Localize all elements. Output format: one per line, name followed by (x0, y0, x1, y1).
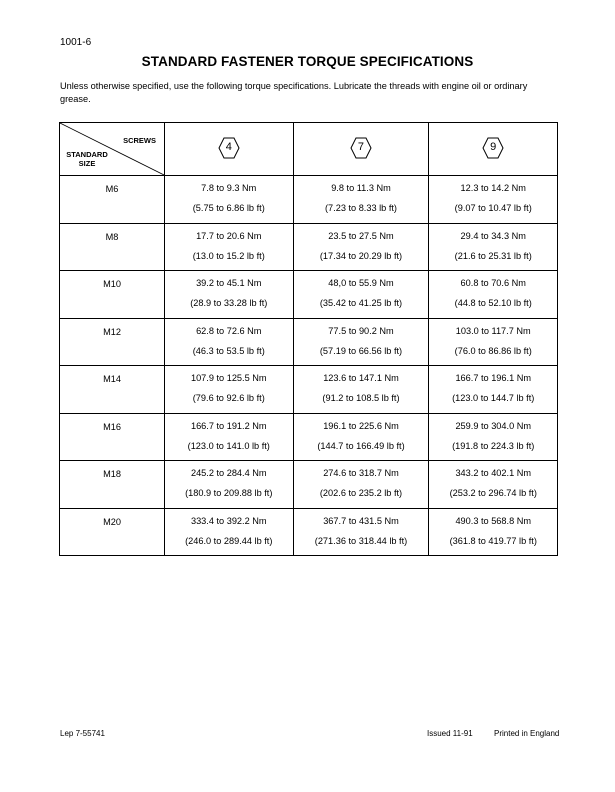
torque-cell (293, 271, 429, 319)
torque-cell (429, 223, 558, 271)
table-row (60, 318, 558, 366)
torque-lbft: (123.0 to 144.7 lb ft) (452, 393, 535, 404)
torque-nm: 39.2 to 45.1 Nm (196, 278, 262, 289)
torque-lbft: (28.9 to 33.28 lb ft) (190, 298, 268, 309)
torque-nm: 490.3 to 568.8 Nm (455, 515, 532, 526)
torque-cell (293, 318, 429, 366)
table-row (60, 461, 558, 509)
torque-lbft: (79.6 to 92.6 lb ft) (192, 393, 265, 404)
torque-lbft: (46.3 to 53.5 lb ft) (192, 345, 265, 356)
table-row (60, 508, 558, 556)
torque-nm: 62.8 to 72.6 Nm (196, 325, 262, 336)
torque-nm: 103.0 to 117.7 Nm (455, 325, 531, 336)
size-cell: M10 (60, 271, 165, 319)
torque-lbft: (5.75 to 6.86 lb ft) (192, 203, 265, 214)
torque-cell (293, 508, 429, 556)
torque-cell (429, 271, 558, 319)
torque-cell (429, 461, 558, 509)
torque-lbft: (17.34 to 20.29 lb ft) (319, 250, 403, 261)
torque-nm: 245.2 to 284.4 Nm (190, 468, 267, 479)
grade-header-9: 9 (429, 123, 558, 176)
torque-nm: 77.5 to 90.2 Nm (328, 325, 394, 336)
torque-lbft: (35.42 to 41.25 lb ft) (319, 298, 403, 309)
torque-lbft: (246.0 to 289.44 lb ft) (185, 535, 273, 546)
torque-nm: 367.7 to 431.5 Nm (323, 515, 399, 526)
torque-cell (429, 318, 558, 366)
table-row (60, 271, 558, 319)
torque-lbft: (57.19 to 66.56 lb ft) (319, 345, 403, 356)
torque-nm: 166.7 to 196.1 Nm (455, 373, 532, 384)
torque-cell (429, 176, 558, 224)
torque-lbft: (123.0 to 141.0 lb ft) (187, 440, 270, 451)
torque-cell (293, 461, 429, 509)
torque-nm: 12.3 to 14.2 Nm (460, 183, 526, 194)
torque-cell (165, 271, 294, 319)
page-number: 1001-6 (60, 37, 92, 48)
torque-lbft: (44.8 to 52.10 lb ft) (454, 298, 532, 309)
size-cell: M12 (60, 318, 165, 366)
torque-cell (293, 366, 429, 414)
size-cell: M16 (60, 413, 165, 461)
table-row (60, 176, 558, 224)
intro-paragraph: Unless otherwise specified, use the following torque specifications. Lubricate the threads with engine oil or ordinary grease. (60, 81, 528, 104)
torque-lbft: (7.23 to 8.33 lb ft) (324, 203, 397, 214)
torque-cell (165, 223, 294, 271)
torque-cell (165, 176, 294, 224)
torque-lbft: (144.7 to 166.49 lb ft) (317, 440, 405, 451)
grade-header-7: 7 (293, 123, 429, 176)
torque-cell (293, 176, 429, 224)
footer-lep: Lep 7-55741 (60, 729, 105, 738)
table-row (60, 366, 558, 414)
torque-lbft: (21.6 to 25.31 lb ft) (454, 250, 532, 261)
torque-cell (429, 366, 558, 414)
torque-lbft: (13.0 to 15.2 lb ft) (192, 250, 265, 261)
size-cell: M6 (60, 176, 165, 224)
torque-lbft: (91.2 to 108.5 lb ft) (322, 393, 400, 404)
torque-nm: 274.6 to 318.7 Nm (323, 468, 399, 479)
torque-nm: 196.1 to 225.6 Nm (323, 420, 399, 431)
torque-nm: 166.7 to 191.2 Nm (190, 420, 267, 431)
torque-lbft: (271.36 to 318.44 lb ft) (314, 535, 408, 546)
torque-lbft: (253.2 to 296.74 lb ft) (449, 488, 537, 499)
torque-table (59, 122, 558, 556)
torque-nm: 17.7 to 20.6 Nm (196, 230, 262, 241)
torque-cell (429, 413, 558, 461)
torque-lbft: (361.8 to 419.77 lb ft) (449, 535, 537, 546)
torque-cell (293, 223, 429, 271)
torque-cell (429, 508, 558, 556)
torque-nm: 29.4 to 34.3 Nm (460, 230, 526, 241)
torque-nm: 259.9 to 304.0 Nm (455, 420, 532, 431)
grade-header-4: 4 (165, 123, 294, 176)
torque-cell (165, 508, 294, 556)
corner-header-cell (60, 123, 165, 176)
torque-lbft: (76.0 to 86.86 lb ft) (454, 345, 532, 356)
torque-nm: 60.8 to 70.6 Nm (460, 278, 526, 289)
torque-cell (165, 413, 294, 461)
size-cell: M14 (60, 366, 165, 414)
torque-nm: 333.4 to 392.2 Nm (190, 515, 267, 526)
torque-cell (165, 366, 294, 414)
torque-nm: 23.5 to 27.5 Nm (328, 230, 394, 241)
table-header-row (60, 123, 558, 176)
size-cell: M20 (60, 508, 165, 556)
torque-lbft: (9.07 to 10.47 lb ft) (454, 203, 532, 214)
torque-lbft: (191.8 to 224.3 lb ft) (452, 440, 535, 451)
table-row (60, 413, 558, 461)
table-row (60, 223, 558, 271)
screws-label: SCREWS (123, 136, 156, 145)
torque-lbft: (202.6 to 235.2 lb ft) (319, 488, 403, 499)
footer-printed: Printed in England (494, 729, 560, 738)
torque-nm: 123.6 to 147.1 Nm (323, 373, 399, 384)
standard-size-label: STANDARD SIZE (66, 150, 108, 168)
footer-issued: Issued 11-91 (427, 729, 473, 738)
torque-lbft: (180.9 to 209.88 lb ft) (185, 488, 273, 499)
page-title: STANDARD FASTENER TORQUE SPECIFICATIONS (141, 54, 474, 69)
torque-cell (293, 413, 429, 461)
torque-nm: 343.2 to 402.1 Nm (455, 468, 532, 479)
torque-nm: 7.8 to 9.3 Nm (201, 183, 257, 194)
torque-nm: 9.8 to 11.3 Nm (331, 183, 391, 194)
torque-nm: 107.9 to 125.5 Nm (190, 373, 267, 384)
torque-cell (165, 461, 294, 509)
size-cell: M8 (60, 223, 165, 271)
size-cell: M18 (60, 461, 165, 509)
torque-cell (165, 318, 294, 366)
torque-nm: 48,0 to 55.9 Nm (328, 278, 394, 289)
